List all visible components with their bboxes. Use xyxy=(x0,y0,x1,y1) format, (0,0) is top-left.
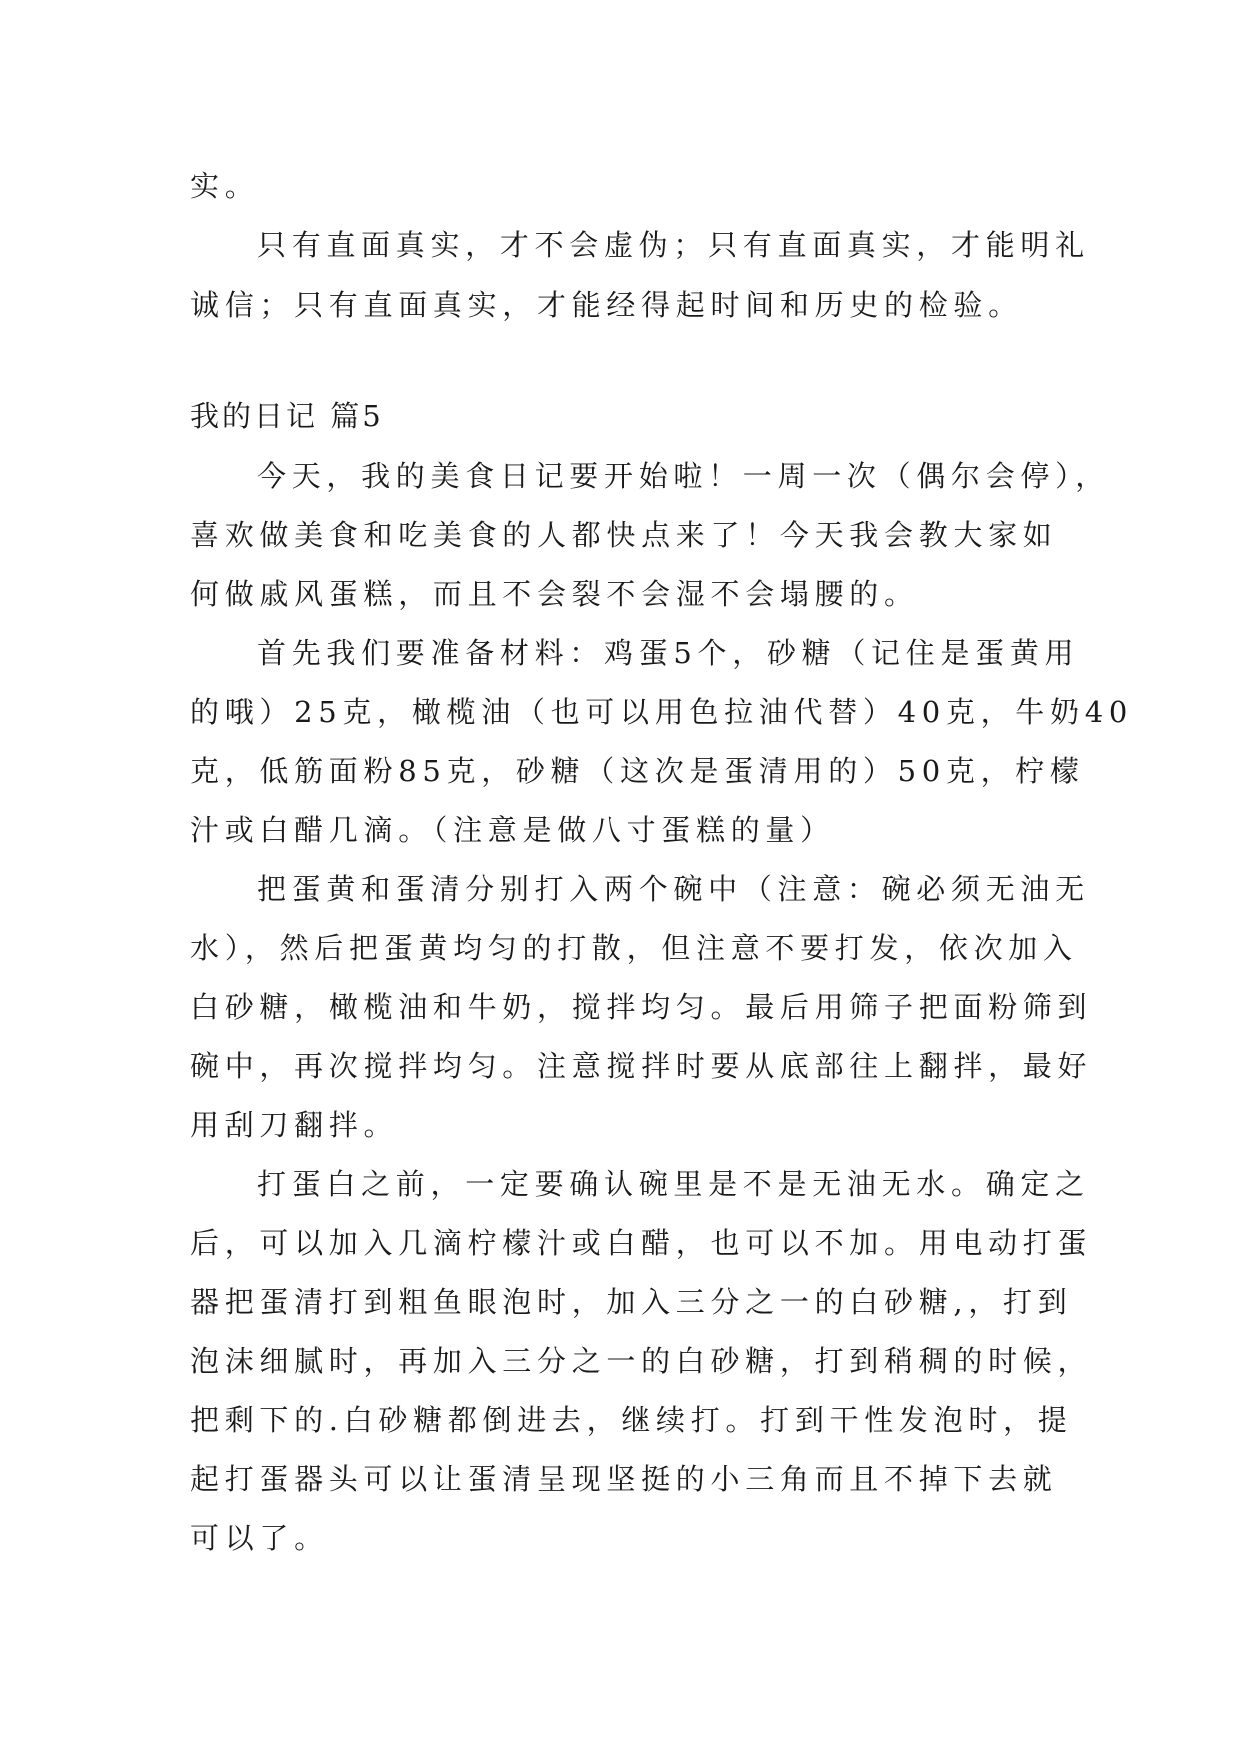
text-line: 汁或白醋几滴。（注意是做八寸蛋糕的量） xyxy=(190,813,835,847)
text-line: 器把蛋清打到粗鱼眼泡时，加入三分之一的白砂糖,，打到 xyxy=(190,1285,1073,1319)
text-line: 今天，我的美食日记要开始啦！一周一次（偶尔会停）， xyxy=(257,459,1111,493)
text-line: 起打蛋器头可以让蛋清呈现坚挺的小三角而且不掉下去就 xyxy=(190,1462,1058,1496)
text-line: 碗中，再次搅拌均匀。注意搅拌时要从底部往上翻拌，最好 xyxy=(190,1049,1093,1083)
text-line: 首先我们要准备材料：鸡蛋5个，砂糖（记住是蛋黄用 xyxy=(257,636,1080,670)
text-line: 实。 xyxy=(190,169,260,203)
text-line: 把剩下的.白砂糖都倒进去，继续打。打到干性发泡时，提 xyxy=(190,1403,1073,1437)
text-line: 的哦）25克，橄榄油（也可以用色拉油代替）40克，牛奶40 xyxy=(190,695,1134,729)
text-line: 诚信；只有直面真实，才能经得起时间和历史的检验。 xyxy=(190,288,1023,322)
text-line: 用刮刀翻拌。 xyxy=(190,1108,399,1142)
text-line: 白砂糖，橄榄油和牛奶，搅拌均匀。最后用筛子把面粉筛到 xyxy=(190,990,1093,1024)
text-line: 只有直面真实，才不会虚伪；只有直面真实，才能明礼 xyxy=(257,228,1090,262)
text-line: 可以了。 xyxy=(190,1521,329,1555)
text-line: 后，可以加入几滴柠檬汁或白醋，也可以不加。用电动打蛋 xyxy=(190,1226,1093,1260)
text-line: 水），然后把蛋黄均匀的打散，但注意不要打发，依次加入 xyxy=(190,931,1078,965)
text-line: 泡沫细腻时，再加入三分之一的白砂糖，打到稍稠的时候， xyxy=(190,1344,1093,1378)
text-line: 打蛋白之前，一定要确认碗里是不是无油无水。确定之 xyxy=(257,1167,1090,1201)
section-title: 我的日记 篇5 xyxy=(190,399,384,433)
text-line: 喜欢做美食和吃美食的人都快点来了！今天我会教大家如 xyxy=(190,518,1058,552)
text-line: 何做戚风蛋糕，而且不会裂不会湿不会塌腰的。 xyxy=(190,577,919,611)
text-line: 把蛋黄和蛋清分别打入两个碗中（注意：碗必须无油无 xyxy=(257,872,1090,906)
text-line: 克，低筋面粉85克，砂糖（这次是蛋清用的）50克，柠檬 xyxy=(190,754,1085,788)
